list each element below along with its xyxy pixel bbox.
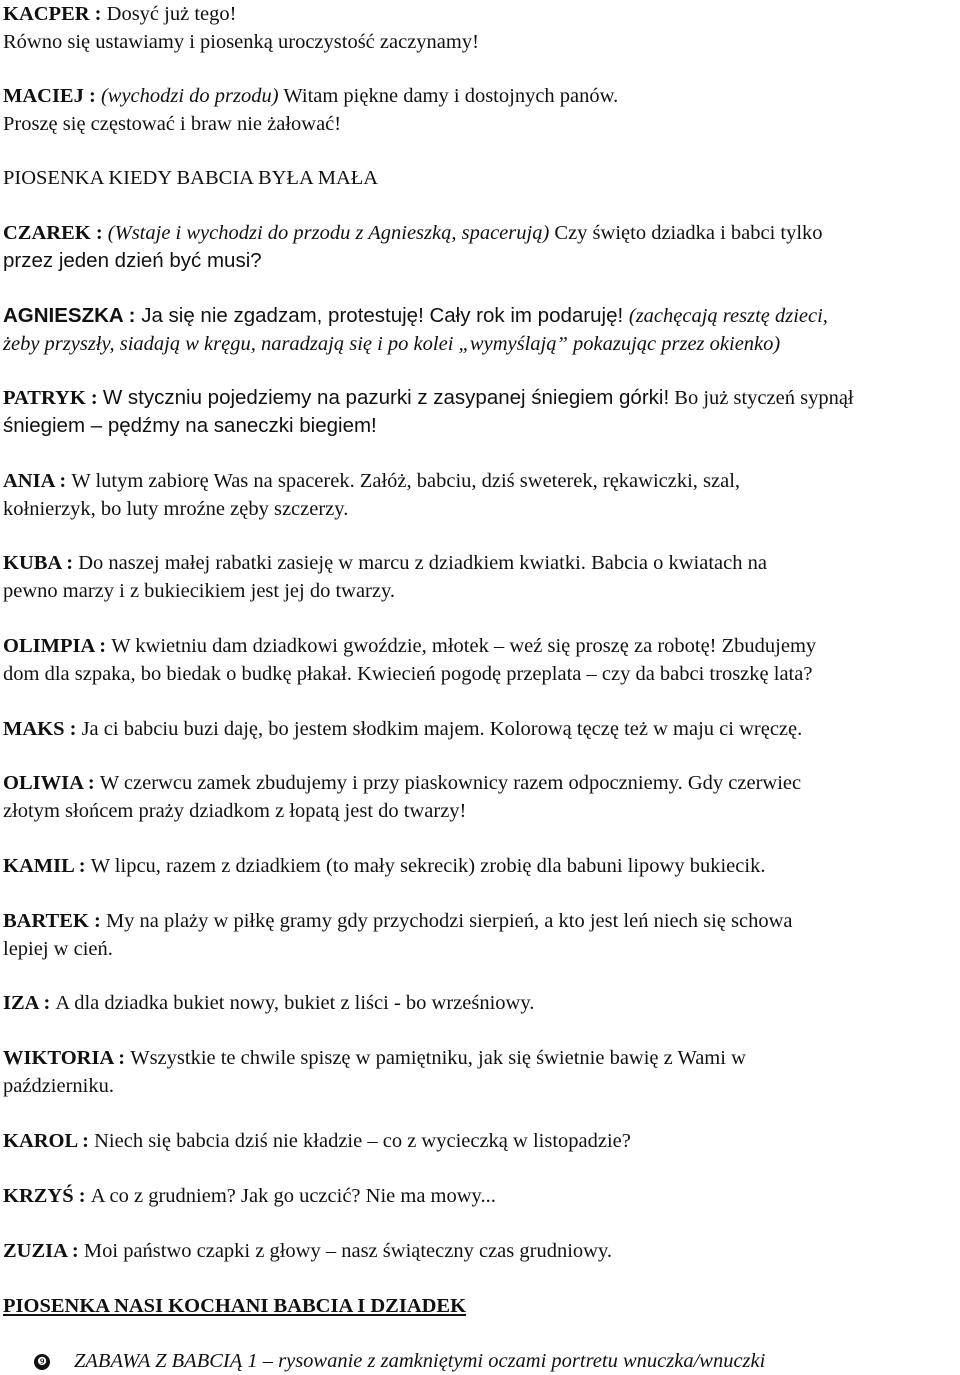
speaker-name: KRZYŚ : — [3, 1185, 91, 1207]
dialogue-text: Bo już styczeń sypnął — [669, 387, 854, 409]
dialogue-zuzia — [3, 1237, 958, 1265]
dialogue-krzys — [3, 1182, 958, 1210]
dialogue-text: Wszystkie te chwile spiszę w pamiętniku, jak się świetnie bawię z Wami w — [130, 1047, 746, 1069]
dialogue-wiktoria — [3, 1044, 958, 1100]
dialogue-maks — [3, 715, 958, 743]
speaker-name: AGNIESZKA : — [3, 304, 142, 327]
dialogue-text: My na plaży w piłkę gramy gdy przychodzi sierpień, a kto jest leń niech się schowa — [105, 910, 793, 932]
dialogue-text: A dla dziadka bukiet nowy, bukiet z liści - bo wrześniowy. — [55, 992, 535, 1014]
dialogue-agnieszka — [3, 302, 958, 358]
dialogue-text: Równo się ustawiamy i piosenką uroczystość zaczynamy! — [3, 31, 479, 53]
dialogue-bartek — [3, 907, 958, 963]
dialogue-oliwia — [3, 769, 958, 825]
speaker-name: KUBA : — [3, 552, 79, 574]
speaker-name: MACIEJ : — [3, 85, 101, 107]
dialogue-text: W styczniu pojedziemy na pazurki z zasypanej śniegiem górki! — [102, 386, 670, 409]
dialogue-text: Kolorową tęczę też w maju ci wręczę. — [484, 718, 803, 740]
dialogue-text: śniegiem – pędźmy na saneczki biegiem! — [3, 414, 377, 437]
speaker-name: KAMIL : — [3, 855, 91, 877]
dialogue-czarek — [3, 219, 958, 275]
speaker-name: OLIMPIA : — [3, 635, 112, 657]
dialogue-text: Czy święto dziadka i babci tylko — [549, 222, 823, 244]
dialogue-text: pewno marzy i z bukiecikiem jest jej do twarzy. — [3, 580, 396, 602]
speaker-name: ZUZIA : — [3, 1240, 84, 1262]
game-item — [34, 1347, 765, 1375]
dialogue-text: W kwietniu dam dziadkowi gwoździe, młotek – weź się proszę za robotę! — [111, 635, 717, 657]
dialogue-text: październiku. — [3, 1075, 114, 1097]
dialogue-kamil — [3, 852, 958, 880]
stage-direction: (Wstaje i wychodzi do przodu z Agnieszką, spacerują) — [107, 222, 550, 244]
song-heading-1: PIOSENKA KIEDY BABCIA BYŁA MAŁA — [3, 167, 379, 189]
dialogue-text: Proszę się częstować i braw nie żałować! — [3, 113, 342, 135]
dialogue-text: dom dla szpaka, bo biedak o budkę płakał. — [3, 663, 352, 685]
dialogue-text: Witam piękne damy i dostojnych panów. — [278, 85, 619, 107]
game-item-text: ZABAWA Z BABCIĄ 1 – rysowanie z zamkniętymi oczami portretu wnuczka/wnuczki — [74, 1350, 766, 1372]
dialogue-text: Gdy czerwiec — [682, 772, 802, 794]
stage-direction: żeby przyszły, siadają w kręgu, naradzają się i po kolei „wymyślają” pokazując przez okienko) — [3, 333, 781, 355]
speaker-name: OLIWIA : — [3, 772, 100, 794]
dialogue-text: Moi państwo czapki z głowy – nasz świąteczny czas grudniowy. — [83, 1240, 612, 1262]
dialogue-text: Załóż, babciu, dziś sweterek, rękawiczki, szal, — [354, 470, 741, 492]
stage-direction: (zachęcają resztę dzieci, — [628, 305, 828, 327]
dialogue-text: W lipcu, razem z dziadkiem (to mały sekrecik) zrobię dla babuni lipowy bukiecik. — [90, 855, 766, 877]
dialogue-text: Dosyć już tego! — [106, 3, 237, 25]
dialogue-text: A co z grudniem? Jak go uczcić? Nie ma mowy... — [90, 1185, 496, 1207]
dialogue-kuba — [3, 549, 958, 605]
dialogue-ania — [3, 467, 958, 523]
dialogue-patryk — [3, 384, 958, 440]
dialogue-text: przez jeden dzień być musi? — [3, 249, 262, 272]
dialogue-text: W czerwcu zamek zbudujemy i przy piaskownicy razem odpoczniemy. — [99, 772, 683, 794]
speaker-name: CZAREK : — [3, 222, 108, 244]
speaker-name: WIKTORIA : — [3, 1047, 131, 1069]
dialogue-maciej — [3, 82, 958, 138]
dialogue-text: W lutym zabiorę Was na spacerek. — [71, 470, 355, 492]
speaker-name: IZA : — [3, 992, 56, 1014]
speaker-name: KAROL : — [3, 1130, 95, 1152]
dialogue-text: Kwiecień pogodę przeplata – czy da babci troszkę lata? — [351, 663, 813, 685]
speaker-name: ANIA : — [3, 470, 72, 492]
dialogue-text: lepiej w cień. — [3, 938, 113, 960]
dialogue-text: Niech się babcia dziś nie kładzie – co z wycieczką w listopadzie? — [94, 1130, 631, 1152]
number-nine-bullet-icon: ❾ — [34, 1354, 50, 1370]
dialogue-text: Zbudujemy — [716, 635, 817, 657]
stage-direction: (wychodzi do przodu) — [100, 85, 279, 107]
song-heading-2: PIOSENKA NASI KOCHANI BABCIA I DZIADEK — [3, 1295, 467, 1317]
speaker-name: PATRYK : — [3, 387, 103, 409]
speaker-name: MAKS : — [3, 718, 82, 740]
speaker-name: KACPER : — [3, 3, 107, 25]
dialogue-text: złotym słońcem praży dziadkom z łopatą jest do twarzy! — [3, 800, 467, 822]
dialogue-karol — [3, 1127, 958, 1155]
dialogue-text: kołnierzyk, bo luty mroźne zęby szczerzy. — [3, 498, 349, 520]
dialogue-olimpia — [3, 632, 958, 688]
dialogue-iza — [3, 989, 958, 1017]
dialogue-text: Do naszej małej rabatki zasieję w marcu z dziadkiem kwiatki. — [78, 552, 586, 574]
dialogue-text: Ja się nie zgadzam, protestuję! Cały rok im podaruję! — [141, 304, 629, 327]
speaker-name: BARTEK : — [3, 910, 106, 932]
dialogue-text: Babcia o kwiatach na — [585, 552, 767, 574]
dialogue-kacper — [3, 0, 958, 56]
dialogue-text: Ja ci babciu buzi daję, bo jestem słodkim majem. — [81, 718, 485, 740]
